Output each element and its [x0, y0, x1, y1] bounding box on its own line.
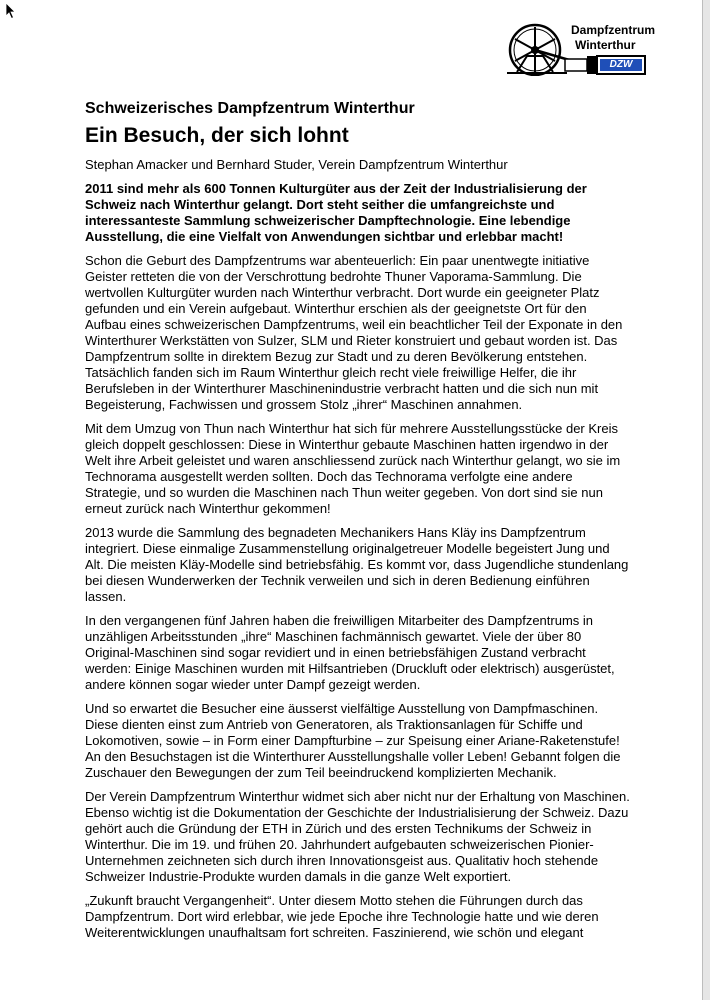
article-kicker: Schweizerisches Dampfzentrum Winterthur	[85, 100, 415, 117]
article-paragraph: „Zukunft braucht Vergangenheit“. Unter diesem Motto stehen die Führungen durch das Dampfzentrum. Dort wird erlebbar, wie jede Epoche ihre Technologie hatte und wie deren Weiterentwicklungen unaufhaltsam fort schreiten. Faszinierend, wie schön und elegant	[85, 893, 599, 940]
logo-wordmark	[571, 23, 655, 53]
article-paragraph: 2013 wurde die Sammlung des begnadeten Mechanikers Hans Kläy ins Dampfzentrum integriert. Diese einmalige Zusammenstellung originalgetreuer Modelle begeistert Jung und Alt. Die meisten Kläy-Modelle sind betriebsfähig. Es kommt vor, dass Jugendliche stundenlang bei diesen Wunderwerken der Technik verweilen und sich in deren Bedienung einführen lassen.	[85, 525, 629, 604]
article	[85, 99, 630, 941]
page-edge	[702, 0, 710, 1000]
article-authors: Stephan Amacker und Bernhard Studer, Verein Dampfzentrum Winterthur	[85, 157, 508, 172]
article-paragraph: Schon die Geburt des Dampfzentrums war abenteuerlich: Ein paar unentwegte initiative Geister retteten die von der Verschrottung bedrohte Thuner Vaporama-Sammlung. Die wertvollen Kulturgüter wurden nach Winterthur verbracht. Dort wurde ein geeigneter Platz gefunden und ein Verein aufgebaut. Winterthur erschien als der geeignetste Ort für den Aufbau eines schweizerischen Dampfzentrums, weil ein beachtlicher Teil der Exponate in den Winterthurer Werkstätten von Sulzer, SLM und Rieter konstruiert und gebaut worden ist. Das Dampfzentrum sollte in direktem Bezug zur Stadt und zu deren Bevölkerung entstehen. Tatsächlich fanden sich im Raum Winterthur gleich recht viele freiwillige Helfer, die ihr Berufsleben in der Winterthurer Maschinenindustrie verbracht hatten und die sich nun mit Begeisterung, Fachwissen und grossem Stolz „ihrer“ Maschinen annahmen.	[85, 253, 623, 412]
logo-badge: DZW	[609, 59, 633, 70]
article-paragraph: In den vergangenen fünf Jahren haben die freiwilligen Mitarbeiter des Dampfzentrums in unzähligen Arbeitsstunden „ihre“ Maschinen fachmännisch gewartet. Viele der über 80 Original-Maschinen sind sogar revidiert und in einen betriebsfähigen Zustand verbracht werden: Einige Maschinen wurden mit Hilfsantrieben (Druckluft oder elektrisch) ausgerüstet, andere können sogar wieder unter Dampf gezeigt werden.	[85, 613, 615, 692]
mouse-pointer-icon	[5, 2, 17, 20]
article-lead: 2011 sind mehr als 600 Tonnen Kulturgüter aus der Zeit der Industrialisierung der Schweiz nach Winterthur gelangt. Dort steht seither die umfangreichste und interessanteste Sammlung schweizerischer Dampftechnologie. Eine lebendige Ausstellung, die eine Vielfalt von Anwendungen sichtbar und erlebbar macht!	[85, 181, 587, 244]
logo-line-1: Dampfzentrum	[571, 23, 656, 37]
article-paragraph: Und so erwartet die Besucher eine äusserst vielfältige Ausstellung von Dampfmaschinen. Diese dienten einst zum Antrieb von Generatoren, als Traktionsanlagen für Schiffe und Lokomotiven, sowie – in Form einer Dampfturbine – zur Speisung einer Ariane-Raketenstufe! An den Besuchstagen ist die Winterthurer Ausstellungshalle voller Leben! Gebannt folgen die Zuschauer den Bewegungen der zum Teil beeindruckend komplizierten Mechanik.	[85, 701, 621, 780]
article-paragraph: Der Verein Dampfzentrum Winterthur widmet sich aber nicht nur der Erhaltung von Maschinen. Ebenso wichtig ist die Dokumentation der Geschichte der Industrialisierung der Schweiz. Dazu gehört auch die Gründung der ETH in Zürich und des ersten Technikums der Schweiz in Winterthur. Die im 19. und frühen 20. Jahrhundert aufgebauten schweizerischen Pionier-Unternehmen zeichneten sich durch ihren Innovationsgeist aus. Qualitativ hoch stehende Schweizer Industrie-Produkte wurden damals in die ganze Welt exportiert.	[85, 789, 630, 884]
article-title: Ein Besuch, der sich lohnt	[85, 124, 349, 147]
dampfzentrum-logo	[503, 20, 656, 76]
article-paragraph: Mit dem Umzug von Thun nach Winterthur hat sich für mehrere Ausstellungsstücke der Kreis gleich doppelt geschlossen: Diese in Winterthur gebaute Maschinen hatten irgendwo in der Welt ihre Arbeit geleistet und waren anschliessend zurück nach Winterthur gelangt, wo sie im Technorama ausgestellt werden sollten. Doch das Technorama verfolgte eine andere Strategie, und so wurden die Maschinen nach Thun weiter gegeben. Von dort sind sie nun erneut zurück nach Winterthur gekommen!	[85, 421, 621, 516]
logo-line-2: Winterthur	[575, 38, 636, 52]
